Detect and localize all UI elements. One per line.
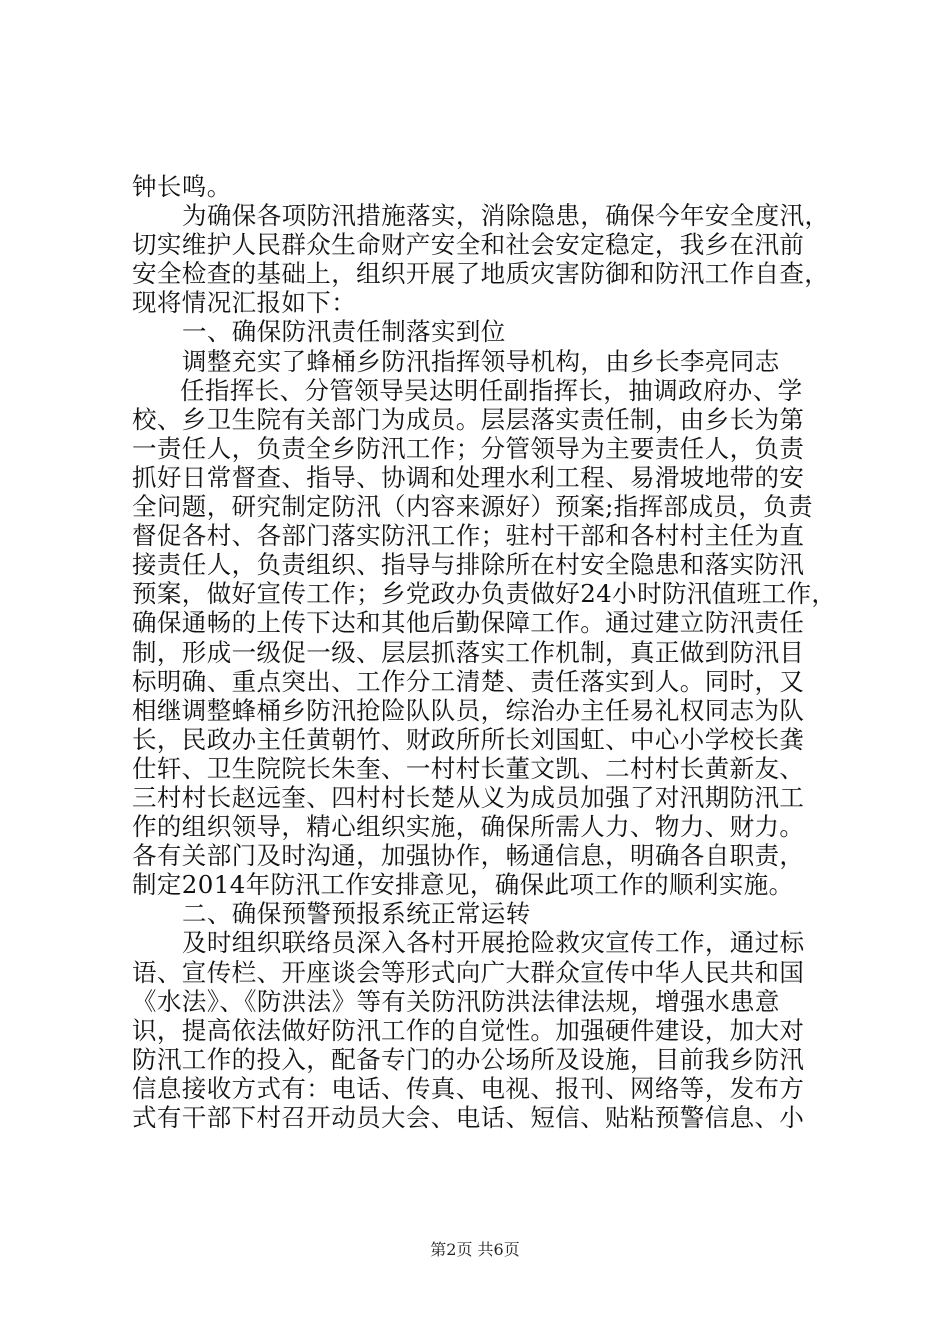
paragraph-first-line: 及时组织联络员深入各村开展抢险救灾宣传工作，通过标: [182, 928, 805, 958]
page-number: 第2页 共6页: [430, 1240, 520, 1259]
text-line: 长，民政办主任黄朝竹、财政所所长刘国虹、中心小学校长龚: [132, 724, 805, 754]
text-line: 校、乡卫生院有关部门为成员。层层落实责任制，由乡长为第: [132, 404, 805, 434]
text-line: 防汛工作的投入，配备专门的办公场所及设施，目前我乡防汛: [132, 1044, 805, 1074]
text-line: 式有干部下村召开动员大会、电话、短信、贴粘预警信息、小: [132, 1103, 805, 1132]
text-line: 相继调整蜂桶乡防汛抢险队队员，综治办主任易礼权同志为队: [132, 695, 805, 725]
text-line: 作的组织领导，精心组织实施，确保所需人力、物力、财力。: [132, 812, 805, 842]
text-line: 语、宣传栏、开座谈会等形式向广大群众宣传中华人民共和国: [132, 957, 805, 987]
text-line: 三村村长赵远奎、四村村长楚从义为成员加强了对汛期防汛工: [132, 782, 805, 812]
text-line: 钟长鸣。: [132, 172, 232, 201]
section-heading-1: 一、确保防汛责任制落实到位: [182, 317, 506, 347]
text-line: 抓好日常督查、指导、协调和处理水利工程、易滑坡地带的安: [132, 462, 805, 492]
text-line: 任指挥长、分管领导吴达明任副指挥长，抽调政府办、学: [180, 375, 803, 405]
text-line: 切实维护人民群众生命财产安全和社会安定稳定，我乡在汛前: [132, 230, 805, 260]
text-line: 全问题，研究制定防汛（内容来源好）预案;指挥部成员，负责: [132, 492, 813, 522]
paragraph-first-line: 为确保各项防汛措施落实，消除隐患，确保今年安全度汛，: [182, 201, 830, 231]
text-line: 安全检查的基础上，组织开展了地质灾害防御和防汛工作自查，: [132, 259, 830, 289]
text-line: 标明确、重点突出、工作分工清楚、责任落实到人。同时，又: [132, 666, 805, 696]
text-line: 预案，做好宣传工作；乡党政办负责做好24小时防汛值班工作，: [132, 579, 837, 609]
text-line: 仕轩、卫生院院长朱奎、一村村长董文凯、二村村长黄新友、: [132, 753, 805, 783]
text-line: 各有关部门及时沟通，加强协作，畅通信息，明确各自职责，: [132, 841, 805, 871]
text-line: 一责任人，负责全乡防汛工作；分管领导为主要责任人，负责: [132, 433, 805, 463]
text-line: 现将情况汇报如下：: [132, 288, 357, 318]
text-line: 识，提高依法做好防汛工作的自觉性。加强硬件建设，加大对: [132, 1015, 805, 1045]
text-line: 《水法》、《防洪法》等有关防汛防洪法律法规，增强水患意: [132, 986, 780, 1016]
section-heading-2: 二、确保预警预报系统正常运转: [182, 899, 531, 929]
paragraph-first-line: 调整充实了蜂桶乡防汛指挥领导机构，由乡长李亮同志: [182, 346, 780, 376]
page-footer: [0, 1240, 950, 1260]
text-line: 督促各村、各部门落实防汛工作；驻村干部和各村村主任为直: [132, 521, 805, 551]
text-line: 制定2014年防汛工作安排意见，确保此项工作的顺利实施。: [132, 870, 794, 900]
text-line: 信息接收方式有：电话、传真、电视、报刊、网络等，发布方: [132, 1073, 805, 1103]
document-body: [132, 172, 852, 1132]
text-line: 制，形成一级促一级、层层抓落实工作机制，真正做到防汛目: [132, 637, 805, 667]
text-line: 接责任人，负责组织、指导与排除所在村安全隐患和落实防汛: [132, 550, 805, 580]
text-line: 确保通畅的上传下达和其他后勤保障工作。通过建立防汛责任: [132, 608, 805, 638]
